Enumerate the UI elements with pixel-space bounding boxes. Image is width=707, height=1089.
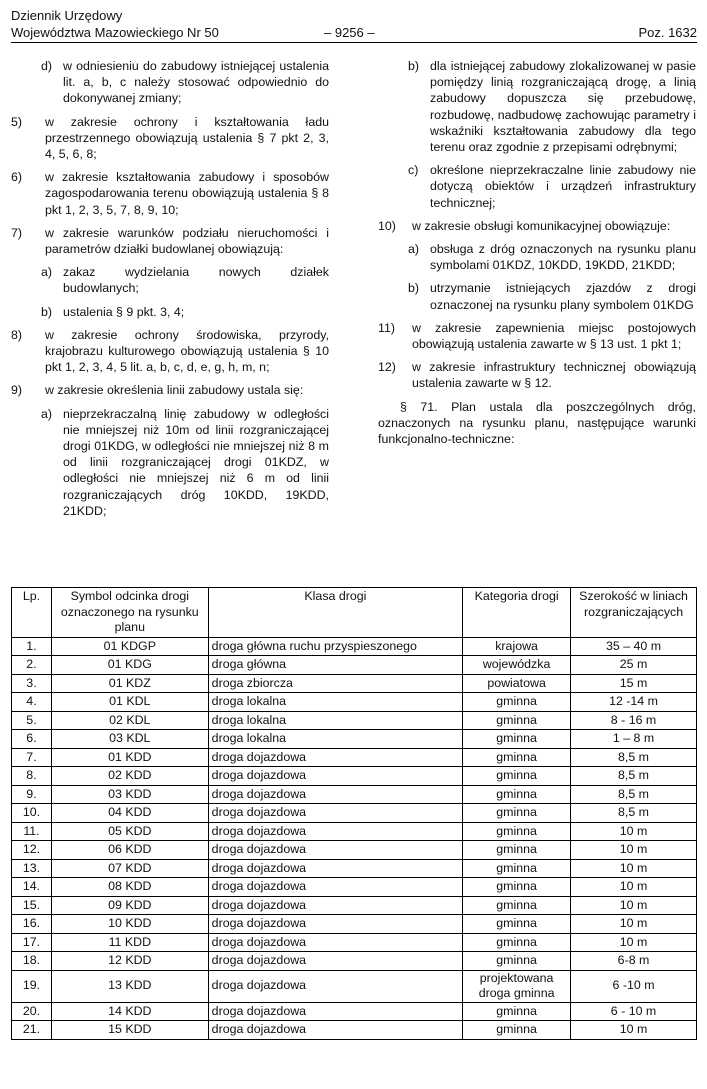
table-row [12, 933, 697, 952]
list-item-number: a) [41, 265, 53, 280]
table-cell: gminna [463, 785, 571, 804]
table-cell: 4. [12, 693, 52, 712]
table-cell: 18. [12, 952, 52, 971]
table-cell: gminna [463, 859, 571, 878]
table-row [12, 767, 697, 786]
table-row [12, 748, 697, 767]
table-cell: droga dojazdowa [208, 841, 462, 860]
list-item [378, 58, 696, 155]
table-row [12, 1002, 697, 1021]
list-item-number: 9) [11, 383, 23, 398]
table-cell: 02 KDL [51, 711, 208, 730]
list-item [11, 406, 329, 519]
table-cell: gminna [463, 711, 571, 730]
table-cell: 01 KDD [51, 748, 208, 767]
table-cell: droga dojazdowa [208, 859, 462, 878]
table-row [12, 970, 697, 1002]
table-cell: 19. [12, 970, 52, 1002]
list-item [378, 280, 696, 312]
table-cell: 03 KDD [51, 785, 208, 804]
list-item [378, 218, 696, 234]
header-class: Klasa drogi [208, 588, 462, 638]
table-cell: gminna [463, 896, 571, 915]
list-item-text: w zakresie warunków podziału nieruchomości i parametrów działki budowlanej obowiązują: [45, 225, 329, 257]
table-cell: 14 KDD [51, 1002, 208, 1021]
table-row [12, 878, 697, 897]
list-item-number: 7) [11, 225, 23, 240]
table-cell: 10 KDD [51, 915, 208, 934]
table-cell: 25 m [571, 656, 697, 675]
roads-table [11, 587, 697, 1040]
position-number: Poz. 1632 [638, 25, 697, 40]
table-cell: droga dojazdowa [208, 933, 462, 952]
table-header-row [12, 588, 697, 638]
table-cell: gminna [463, 878, 571, 897]
table-cell: 13. [12, 859, 52, 878]
list-item-text: w zakresie ochrony środowiska, przyrody, krajobrazu kulturowego obowiązują ustalenia § 10 pkt 1, 2, 3, 4, 5 lit. a, b, c, d, e, g, h, m, n; [45, 327, 329, 375]
table-cell: 3. [12, 674, 52, 693]
table-cell: 07 KDD [51, 859, 208, 878]
list-item [11, 225, 329, 257]
left-column [11, 58, 329, 526]
table-cell: 10. [12, 804, 52, 823]
table-cell: 02 KDD [51, 767, 208, 786]
table-cell: 01 KDL [51, 693, 208, 712]
list-item-number: b) [41, 304, 53, 319]
list-item-text: ustalenia § 9 pkt. 3, 4; [63, 304, 185, 319]
table-cell: 05 KDD [51, 822, 208, 841]
table-cell: 12 -14 m [571, 693, 697, 712]
table-cell: 8,5 m [571, 748, 697, 767]
table-row [12, 896, 697, 915]
table-cell: 8,5 m [571, 804, 697, 823]
table-cell: 8. [12, 767, 52, 786]
table-cell: 9. [12, 785, 52, 804]
table-cell: droga dojazdowa [208, 785, 462, 804]
table-cell: gminna [463, 748, 571, 767]
table-cell: 5. [12, 711, 52, 730]
list-item-text: obsługa z dróg oznaczonych na rysunku planu symbolami 01KDZ, 10KDD, 19KDD, 21KDD; [430, 242, 696, 273]
table-cell: 10 m [571, 915, 697, 934]
table-cell: droga zbiorcza [208, 674, 462, 693]
list-item [11, 264, 329, 296]
table-row [12, 804, 697, 823]
table-row [12, 693, 697, 712]
header-category: Kategoria drogi [463, 588, 571, 638]
table-cell: 2. [12, 656, 52, 675]
table-cell: droga dojazdowa [208, 1021, 462, 1040]
table-cell: 10 m [571, 859, 697, 878]
table-cell: droga dojazdowa [208, 748, 462, 767]
table-cell: gminna [463, 767, 571, 786]
list-item-text: określone nieprzekraczalne linie zabudowy nie dotyczą obiektów i urządzeń infrastruktury technicznej; [430, 163, 696, 210]
list-item-number: b) [408, 59, 420, 73]
header-width: Szerokość w liniach rozgraniczających [571, 588, 697, 638]
table-cell: 11 KDD [51, 933, 208, 952]
list-item-number: 5) [11, 114, 23, 129]
table-cell: 10 m [571, 822, 697, 841]
list-item-number: 10) [378, 218, 396, 233]
list-item [11, 382, 329, 398]
table-cell: droga dojazdowa [208, 878, 462, 897]
table-row [12, 730, 697, 749]
table-row [12, 656, 697, 675]
list-item-number: 12) [378, 360, 396, 375]
list-item-number: a) [408, 242, 420, 257]
table-cell: 10 m [571, 841, 697, 860]
table-cell: 7. [12, 748, 52, 767]
list-item-text: w zakresie określenia linii zabudowy ustala się: [45, 383, 304, 398]
table-row [12, 637, 697, 656]
table-cell: 15. [12, 896, 52, 915]
table-row [12, 785, 697, 804]
table-cell: gminna [463, 730, 571, 749]
table-cell: droga dojazdowa [208, 804, 462, 823]
table-cell: 6 - 10 m [571, 1002, 697, 1021]
table-cell: 06 KDD [51, 841, 208, 860]
list-item-number: d) [41, 59, 53, 73]
list-item-number: c) [408, 163, 419, 178]
list-item-text: w zakresie kształtowania zabudowy i sposobów zagospodarowania terenu obowiązują ustalenia § 8 pkt 1, 2, 3, 5, 7, 8, 9, 10; [45, 170, 329, 217]
list-item-text: zakaz wydzielania nowych działek budowlanych; [63, 265, 329, 296]
journal-subtitle: Województwa Mazowieckiego Nr 50 [11, 25, 219, 40]
list-item-number: b) [408, 281, 420, 296]
list-item [11, 58, 329, 107]
table-cell: gminna [463, 915, 571, 934]
table-row [12, 915, 697, 934]
list-item-number: 11) [378, 320, 395, 335]
list-item [378, 241, 696, 273]
journal-title: Dziennik Urzędowy [11, 8, 123, 23]
table-cell: droga dojazdowa [208, 896, 462, 915]
table-cell: droga dojazdowa [208, 1002, 462, 1021]
header-lp: Lp. [12, 588, 52, 638]
list-item [11, 114, 329, 163]
table-cell: 10 m [571, 896, 697, 915]
table-cell: 6 -10 m [571, 970, 697, 1002]
list-item-number: a) [41, 406, 53, 421]
table-cell: 15 m [571, 674, 697, 693]
page-header [11, 8, 697, 43]
table-cell: 12 KDD [51, 952, 208, 971]
table-cell: droga dojazdowa [208, 822, 462, 841]
table-cell: droga główna [208, 656, 462, 675]
table-row [12, 1021, 697, 1040]
table-row [12, 841, 697, 860]
table-cell: 8 - 16 m [571, 711, 697, 730]
list-item-text: dla istniejącej zabudowy zlokalizowanej w pasie pomiędzy linią rozgraniczającą drogę, a linią zabudowy dopuszcza się przebudowę, rozbudowę, nadbudowę zachowując parametry i wskaźniki kształtowania zabudowy dla tego terenu oraz zgodnie z przepisami odrębnymi; [430, 59, 696, 155]
table-cell: droga dojazdowa [208, 915, 462, 934]
table-cell: 17. [12, 933, 52, 952]
table-cell: 08 KDD [51, 878, 208, 897]
list-item [378, 162, 696, 211]
table-cell: powiatowa [463, 674, 571, 693]
table-cell: projektowana droga gminna [463, 970, 571, 1002]
right-column [378, 58, 696, 447]
table-cell: droga dojazdowa [208, 970, 462, 1002]
table-cell: gminna [463, 1021, 571, 1040]
table-cell: 04 KDD [51, 804, 208, 823]
table-row [12, 822, 697, 841]
table-cell: 01 KDG [51, 656, 208, 675]
table-cell: 10 m [571, 1021, 697, 1040]
table-cell: gminna [463, 933, 571, 952]
list-item-text: w zakresie infrastruktury technicznej obowiązują ustalenia zawarte w § 12. [412, 360, 696, 391]
table-cell: 10 m [571, 878, 697, 897]
table-cell: 12. [12, 841, 52, 860]
table-row [12, 711, 697, 730]
table-cell: 10 m [571, 933, 697, 952]
table-cell: wojewódzka [463, 656, 571, 675]
list-item-number: 8) [11, 327, 23, 342]
table-cell: droga lokalna [208, 711, 462, 730]
table-cell: gminna [463, 1002, 571, 1021]
table-cell: 21. [12, 1021, 52, 1040]
table-cell: droga lokalna [208, 693, 462, 712]
list-item-text: w odniesieniu do zabudowy istniejącej ustalenia lit. a, b, c należy stosować odpowiednio do dokonywanej zmiany; [63, 59, 329, 106]
table-cell: droga dojazdowa [208, 952, 462, 971]
table-cell: 8,5 m [571, 767, 697, 786]
table-cell: droga lokalna [208, 730, 462, 749]
table-cell: gminna [463, 841, 571, 860]
table-cell: gminna [463, 804, 571, 823]
paragraph-71: § 71. Plan ustala dla poszczególnych dróg, oznaczonych na rysunku planu, następujące warunki funkcjonalno-techniczne: [378, 399, 696, 447]
list-item-text: w zakresie ochrony i kształtowania ładu przestrzennego obowiązują ustalenia § 7 pkt 2, 3, 4, 5, 6, 8; [45, 114, 329, 162]
table-row [12, 952, 697, 971]
table-cell: krajowa [463, 637, 571, 656]
list-item-text: utrzymanie istniejących zjazdów z drogi oznaczonej na rysunku plany symbolem 01KDG [430, 281, 696, 312]
table-cell: 20. [12, 1002, 52, 1021]
table-cell: 01 KDZ [51, 674, 208, 693]
table-cell: droga dojazdowa [208, 767, 462, 786]
list-item-number: 6) [11, 170, 23, 185]
list-item [11, 304, 329, 320]
list-item [11, 327, 329, 376]
table-cell: gminna [463, 952, 571, 971]
table-cell: 6-8 m [571, 952, 697, 971]
table-cell: 11. [12, 822, 52, 841]
table-cell: 01 KDGP [51, 637, 208, 656]
table-cell: 09 KDD [51, 896, 208, 915]
table-cell: gminna [463, 693, 571, 712]
header-symbol: Symbol odcinka drogi oznaczonego na rysunku planu [51, 588, 208, 638]
table-cell: 14. [12, 878, 52, 897]
table-cell: droga główna ruchu przyspieszonego [208, 637, 462, 656]
table-cell: 15 KDD [51, 1021, 208, 1040]
table-cell: 1 – 8 m [571, 730, 697, 749]
page-number: – 9256 – [324, 25, 375, 40]
table-cell: 03 KDL [51, 730, 208, 749]
list-item-text: w zakresie zapewnienia miejsc postojowych obowiązują ustalenia zawarte w § 13 ust. 1 pkt 1; [412, 320, 696, 352]
table-cell: 16. [12, 915, 52, 934]
table-cell: 8,5 m [571, 785, 697, 804]
table-cell: 6. [12, 730, 52, 749]
table-cell: 35 – 40 m [571, 637, 697, 656]
table-row [12, 859, 697, 878]
list-item-text: nieprzekraczalną linię zabudowy w odległości nie mniejszej niż 10m od linii rozgraniczającej drogi 01KDG, w odległości nie mniejszej niż 8 m od linii rozgraniczającej drogi 01KDZ, w odległości nie mniejszej niż 6 m od linii rozgraniczających dróg 10KDD, 19KDD, 21KDD; [63, 406, 329, 518]
list-item-text: w zakresie obsługi komunikacyjnej obowiązuje: [412, 218, 671, 233]
table-cell: gminna [463, 822, 571, 841]
list-item [378, 359, 696, 391]
list-item [11, 169, 329, 218]
table-cell: 13 KDD [51, 970, 208, 1002]
list-item [378, 320, 696, 352]
table-row [12, 674, 697, 693]
table-cell: 1. [12, 637, 52, 656]
